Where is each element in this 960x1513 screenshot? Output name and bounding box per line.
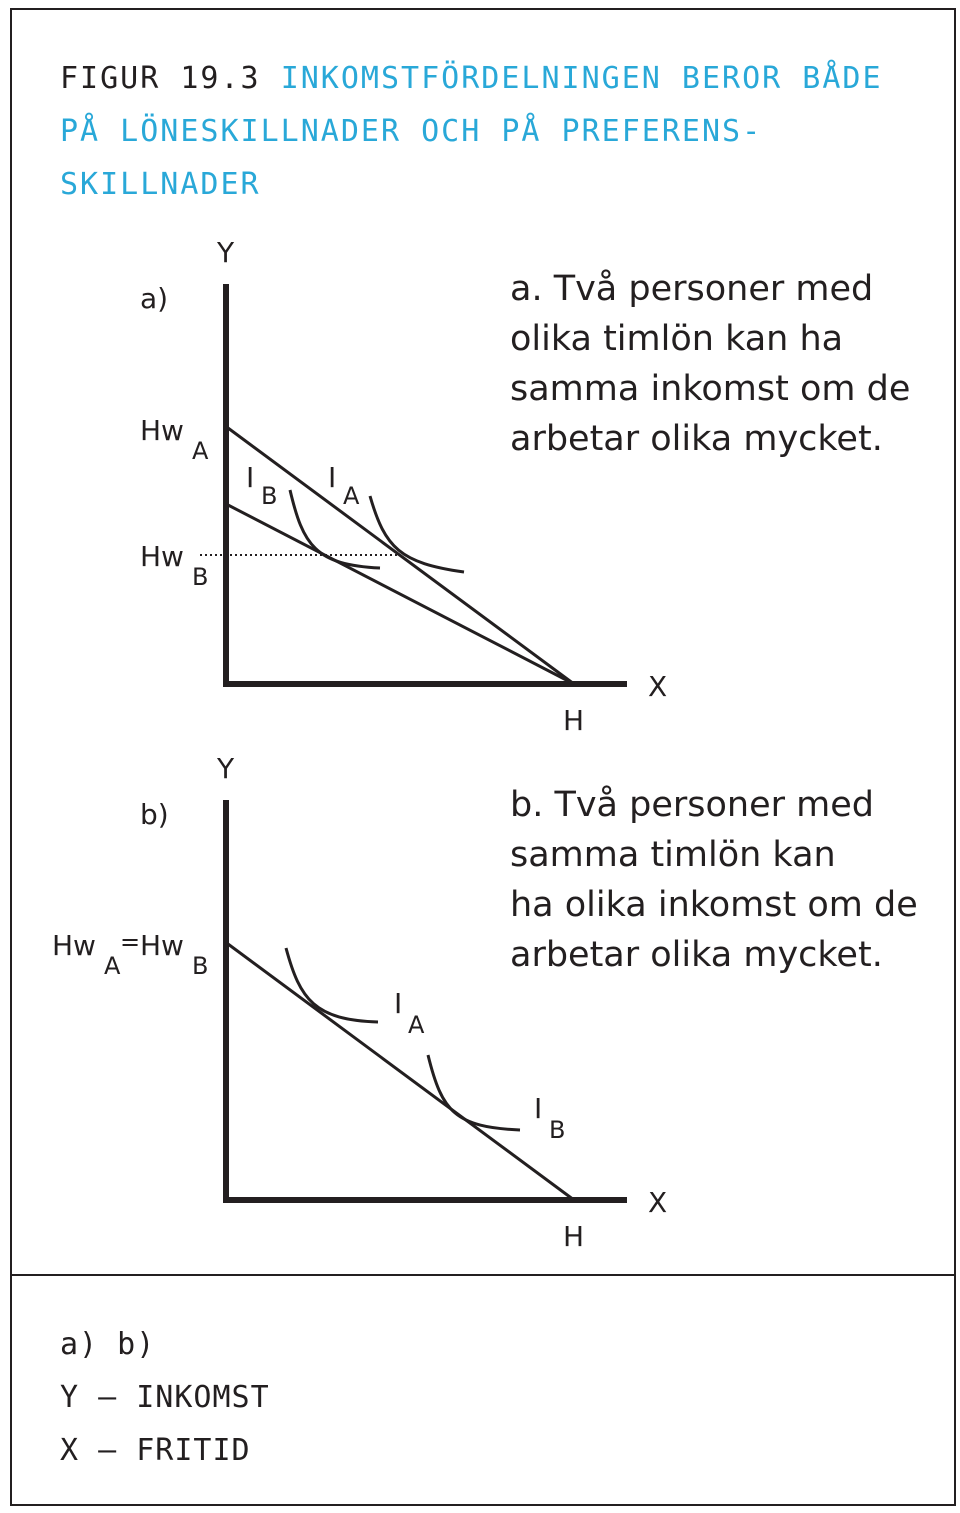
panel-b-label: b)	[140, 798, 169, 831]
legend-y-definition: Y – INKOMST	[60, 1380, 270, 1415]
panel-b-equals-sign: =	[120, 928, 141, 956]
panel-a-hw-b-subscript: B	[192, 563, 209, 591]
panel-a-curve-b-subscript: B	[261, 482, 278, 510]
caption-b-line: b. Två personer med	[510, 785, 874, 825]
caption-a-line: arbetar olika mycket.	[510, 419, 883, 459]
panel-b-curve-a-subscript: A	[408, 1011, 425, 1039]
panel-a-y-axis-label: Y	[217, 236, 235, 269]
panel-a-curve-a-subscript: A	[343, 482, 360, 510]
legend-heading: a) b)	[60, 1327, 156, 1362]
panel-b-hw-b-subscript: B	[192, 952, 209, 980]
panel-b-curve-b-subscript: B	[549, 1116, 566, 1144]
panel-b-hw-a-label: Hw	[52, 929, 96, 962]
panel-a-x-axis-label: X	[648, 670, 668, 703]
panel-b-x-axis-label: X	[648, 1186, 668, 1219]
panel-a-label: a)	[140, 282, 169, 315]
panel-b-hw-b-label: Hw	[140, 929, 184, 962]
panel-b-y-axis-label: Y	[217, 752, 235, 785]
panel-b-budget-line	[228, 944, 574, 1200]
panel-b	[52, 752, 667, 1253]
legend-x-definition: X – FRITID	[60, 1433, 251, 1468]
caption-a-line: samma inkomst om de	[510, 369, 911, 409]
panel-a-h-label: H	[563, 704, 585, 737]
panel-b-hw-a-subscript: A	[104, 952, 121, 980]
figure-title-text: INKOMSTFÖRDELNINGEN BEROR BÅDE PÅ LÖNESKILLNADER OCH PÅ PREFERENS-SKILLNADER	[60, 61, 883, 202]
caption-b-line: arbetar olika mycket.	[510, 935, 883, 975]
panel-a-budget-line-a	[228, 428, 574, 684]
caption-b-line: samma timlön kan	[510, 835, 836, 875]
caption-b-line: ha olika inkomst om de	[510, 885, 918, 925]
panel-a-hw-a-label: Hw	[140, 414, 184, 447]
panel-b-indifference-curve-a	[286, 948, 378, 1022]
panel-a-hw-b-label: Hw	[140, 540, 184, 573]
figure-number: FIGUR 19.3	[60, 61, 261, 96]
panel-a-curve-b-label: I	[246, 461, 255, 494]
panel-b-indifference-curve-b	[428, 1055, 520, 1130]
panel-b-curve-b-label: I	[534, 1092, 543, 1125]
panel-b-curve-a-label: I	[394, 987, 403, 1020]
caption-a-line: a. Två personer med	[510, 269, 874, 309]
panel-a	[140, 236, 667, 737]
panel-a-curve-a-label: I	[328, 461, 337, 494]
panel-a-indifference-curve-a	[370, 496, 464, 572]
panel-a-hw-a-subscript: A	[192, 437, 209, 465]
caption-a-line: olika timlön kan ha	[510, 319, 844, 359]
panel-b-h-label: H	[563, 1220, 585, 1253]
panel-a-budget-line-b	[228, 505, 574, 684]
